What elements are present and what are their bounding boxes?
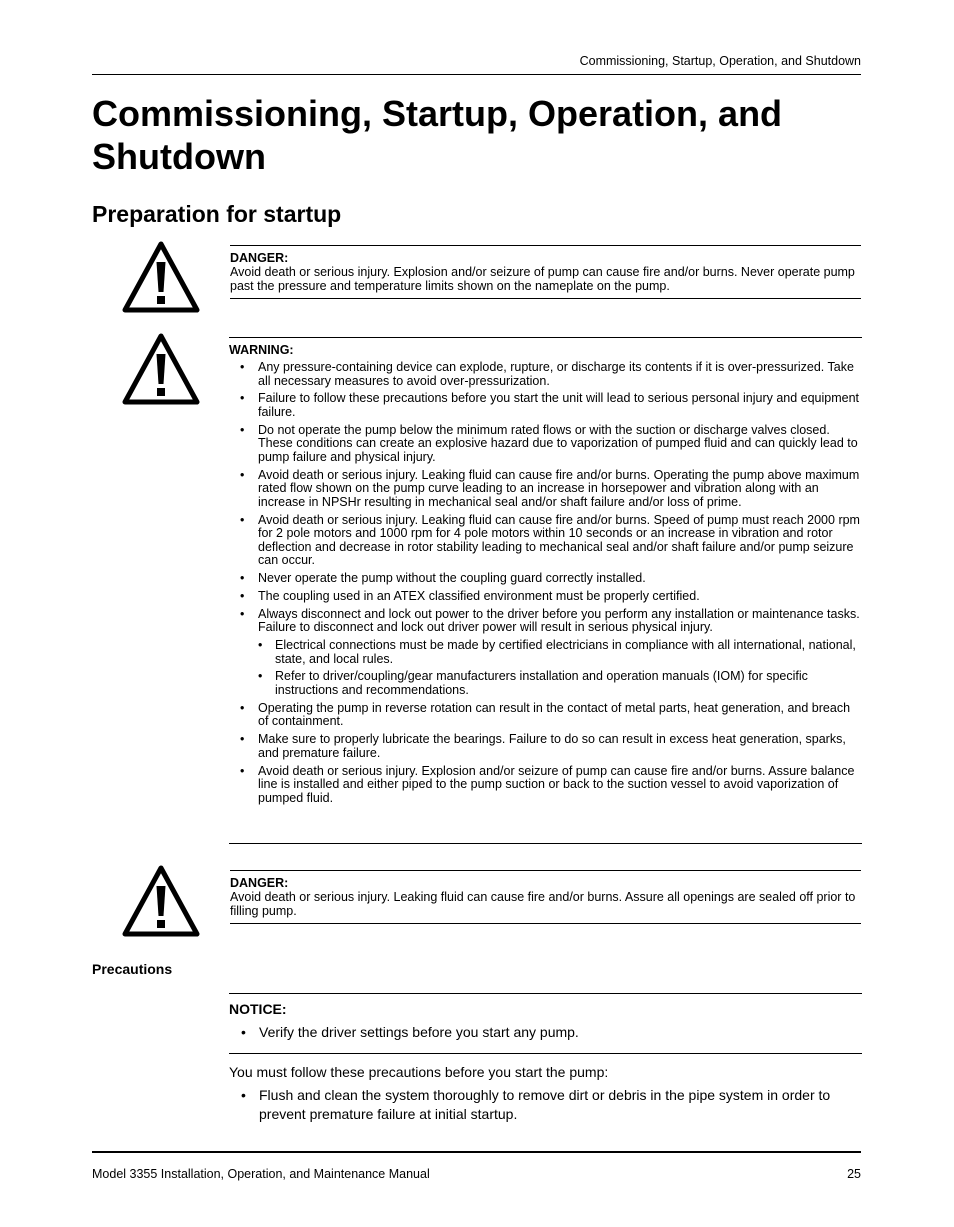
sub-list-item: • Electrical connections must be made by certified electricians in compliance with all international, national, state, and local rules.: [258, 639, 862, 666]
danger-label: DANGER:: [230, 876, 289, 890]
danger-text: Avoid death or serious injury. Explosion and/or seizure of pump can cause fire and/or burns. Never operate pump past the pressure and temperature limits shown on the nameplate on the pump.: [230, 265, 855, 293]
list-item: • Avoid death or serious injury. Leaking fluid can cause fire and/or burns. Operating the pump above maximum rated flow shown on the pump curve leading to an increase in horsepower and vibration along with an increase in NPSHr resulting in mechanical seal and/or shaft failure and/or loss of prime.: [229, 469, 862, 510]
list-item: • Operating the pump in reverse rotation can result in the contact of metal parts, heat generation, and breach of containment.: [229, 702, 862, 729]
list-item: • The coupling used in an ATEX classified environment must be properly certified.: [229, 590, 862, 604]
list-item: • Avoid death or serious injury. Explosion and/or seizure of pump can cause fire and/or burns. Assure balance line is installed and either piped to the pump suction or back to the suction vessel to avoid vaporization of pumped fluid.: [229, 765, 862, 806]
precautions-heading: Precautions: [92, 961, 173, 977]
notice-label: NOTICE:: [229, 1001, 287, 1017]
list-item-text: Always disconnect and lock out power to the driver before you perform any installation or maintenance tasks. Failure to disconnect and lock out driver power will result in serious physical injury.: [258, 606, 860, 635]
header-rule: [92, 74, 861, 75]
warning-triangle-icon: [122, 332, 200, 406]
warning-label: WARNING:: [229, 343, 294, 357]
section-title: Preparation for startup: [92, 201, 342, 227]
list-item: • Any pressure-containing device can explode, rupture, or discharge its contents if it is over-pressurized. Take all necessary measures to avoid over-pressurization.: [229, 361, 862, 388]
sub-list-item: • Refer to driver/coupling/gear manufacturers installation and operation manuals (IOM) for specific instructions and recommendations.: [258, 670, 862, 697]
footer-manual-title: Model 3355 Installation, Operation, and Maintenance Manual: [92, 1167, 430, 1181]
list-item: • Do not operate the pump below the minimum rated flows or with the suction or discharge valves closed. These conditions can create an explosive hazard due to vaporization of pumped fluid and can quickly lead to pump failure and physical injury.: [229, 424, 862, 465]
danger-label: DANGER:: [230, 251, 289, 265]
list-item: • Flush and clean the system thoroughly to remove dirt or debris in the pipe system in order to prevent premature failure at initial startup.: [229, 1086, 859, 1124]
page-title: Commissioning, Startup, Operation, and Shutdown: [92, 93, 783, 177]
list-item: • Avoid death or serious injury. Leaking fluid can cause fire and/or burns. Speed of pump must reach 2000 rpm for 2 pole motors and 1000 rpm for 4 pole motors within 10 seconds or an increase in vibration and rotor deflection and decrease in rotor stability leading to mechanical seal and/or shaft failure and/or pump seizure can occur.: [229, 514, 862, 568]
notice-item: • Verify the driver settings before you start any pump.: [229, 1024, 579, 1040]
page-number: 25: [847, 1167, 861, 1181]
warning-list: [229, 361, 862, 805]
list-item: [229, 608, 862, 698]
warning-triangle-icon: [122, 240, 200, 314]
running-header: Commissioning, Startup, Operation, and Shutdown: [579, 54, 861, 68]
list-item: • Failure to follow these precautions before you start the unit will lead to serious personal injury and equipment failure.: [229, 392, 862, 419]
danger-box-openings: [230, 870, 861, 924]
list-item: • Never operate the pump without the coupling guard correctly installed.: [229, 572, 862, 586]
danger-text: Avoid death or serious injury. Leaking fluid can cause fire and/or burns. Assure all openings are sealed off prior to filling pump.: [230, 890, 856, 918]
warning-box: [229, 337, 862, 844]
warning-triangle-icon: [122, 864, 200, 938]
warning-sublist: [258, 639, 862, 698]
precautions-intro: You must follow these precautions before you start the pump:: [229, 1064, 609, 1080]
footer-rule: [92, 1151, 861, 1153]
list-item: • Make sure to properly lubricate the bearings. Failure to do so can result in excess heat generation, sparks, and premature failure.: [229, 733, 862, 760]
notice-box: [229, 993, 862, 1054]
danger-box-pressure: [230, 245, 861, 299]
